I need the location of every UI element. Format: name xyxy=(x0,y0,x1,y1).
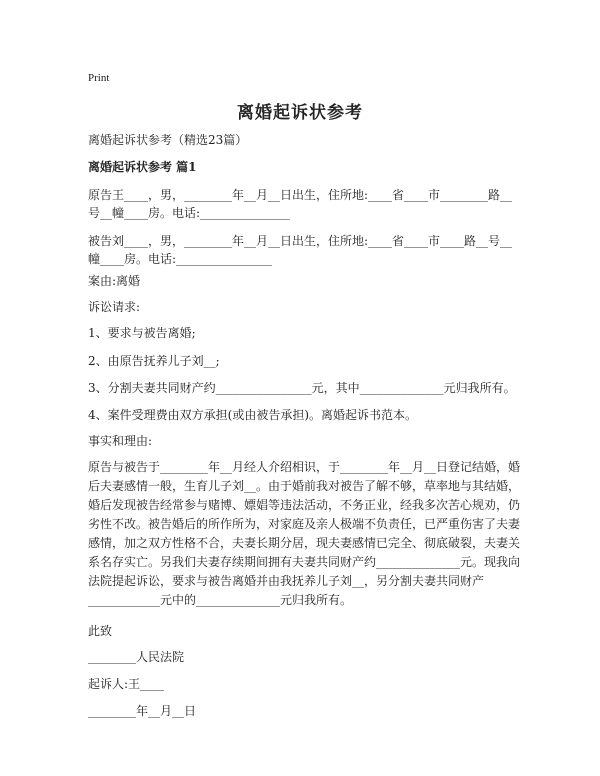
signature: 起诉人:王____ xyxy=(88,677,165,691)
closing: 此致 xyxy=(88,624,113,638)
case-cause: 案由:离婚 xyxy=(88,274,141,288)
section-heading: 离婚起诉状参考 篇1 xyxy=(88,160,197,174)
claim-item: 2、由原告抚养儿子刘__; xyxy=(88,354,220,368)
document-title: 离婚起诉状参考 xyxy=(237,103,363,123)
facts-heading: 事实和理由: xyxy=(88,434,153,448)
document-subtitle: 离婚起诉状参考（精选23篇） xyxy=(88,133,248,147)
court-name: ________人民法院 xyxy=(88,650,185,664)
facts-line: ____________元中的______________元归我所有。 xyxy=(88,593,353,607)
facts-line: 婚后发现被告经常参与赌博、嫖娼等违法活动，不务正业，经我多次苦心规劝，仍 xyxy=(88,498,521,512)
facts-line: 系名存实亡。另我们夫妻存续期间拥有夫妻共同财产约______________元。现我向 xyxy=(88,555,521,569)
defendant-line-2: 幢____房。电话:________________ xyxy=(88,252,273,266)
facts-line: 后夫妻感情一般，生育儿子刘__。由于婚前我对被告了解不够，草率地与其结婚， xyxy=(88,479,521,493)
claim-item: 1、要求与被告离婚; xyxy=(88,326,196,340)
facts-line: 法院提起诉讼，要求与被告离婚并由我抚养儿子刘__，另分割夫妻共同财产 xyxy=(88,574,485,588)
defendant-line-1: 被告刘____，男，________年__月__日出生，住所地:____省____市____路__号__ xyxy=(88,234,513,248)
claim-item: 3、分割夫妻共同财产约________________元，其中______________元归我所有。 xyxy=(88,381,516,395)
claims-heading: 诉讼请求: xyxy=(88,300,141,314)
facts-line: 感情，加之双方性格不合，夫妻长期分居，现夫妻感情已完全、彻底破裂，夫妻关 xyxy=(88,536,521,550)
date: ________年__月__日 xyxy=(88,704,197,718)
facts-line: 劣性不改。被告婚后的所作所为，对家庭及亲人极端不负责任，已严重伤害了夫妻 xyxy=(88,517,521,531)
claim-item: 4、案件受理费由双方承担(或由被告承担)。离婚起诉书范本。 xyxy=(88,408,418,422)
plaintiff-line-2: 号__幢____房。电话:_______________ xyxy=(88,206,291,220)
plaintiff-line-1: 原告王____，男，________年__月__日出生，住所地:____省____市________路__ xyxy=(88,188,513,202)
print-link[interactable]: Print xyxy=(88,72,110,84)
facts-line: 原告与被告于________年__月经人介绍相识，于________年__月__日登记结婚，婚 xyxy=(88,460,521,474)
